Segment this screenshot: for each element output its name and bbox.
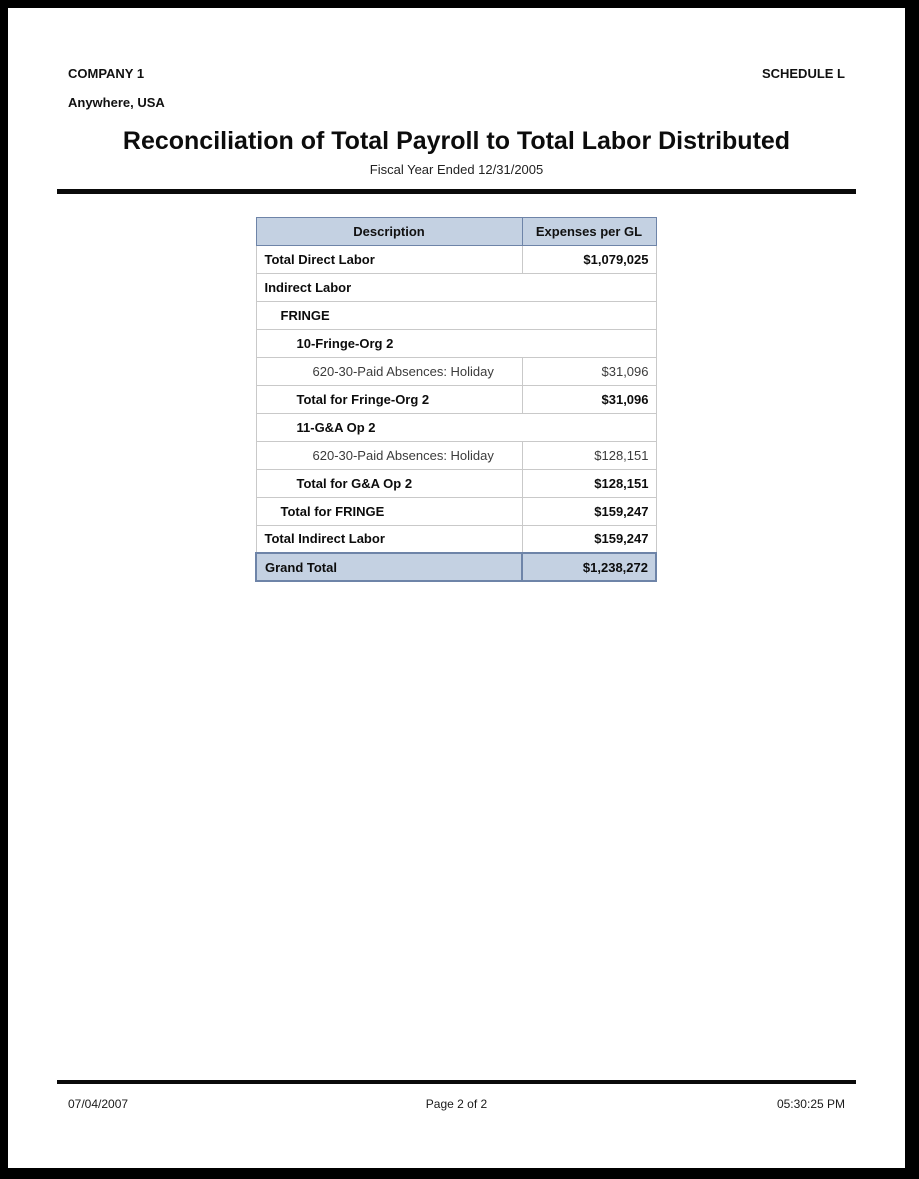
table-row	[256, 301, 656, 329]
description-cell: Total Direct Labor	[256, 245, 522, 273]
page-footer	[8, 1080, 905, 1168]
footer-time: 05:30:25 PM	[776, 1097, 845, 1111]
value-cell: $159,247	[522, 497, 656, 525]
table-row	[256, 553, 656, 581]
description-cell: Total Indirect Labor	[256, 525, 522, 553]
value-cell: $1,238,272	[522, 553, 656, 581]
value-cell: $159,247	[522, 525, 656, 553]
description-cell: Total for Fringe-Org 2	[256, 385, 522, 413]
report-title: Reconciliation of Total Payroll to Total Labor Distributed	[122, 127, 791, 155]
reconciliation-table	[255, 217, 657, 583]
value-cell: $128,151	[522, 469, 656, 497]
report-content	[8, 8, 905, 582]
description-cell: Total for G&A Op 2	[256, 469, 522, 497]
column-header-expenses: Expenses per GL	[522, 217, 656, 245]
description-cell: Total for FRINGE	[256, 497, 522, 525]
table-row	[256, 245, 656, 273]
schedule-label: SCHEDULE L	[761, 66, 845, 81]
table-row	[256, 497, 656, 525]
footer-page-indicator: Page 2 of 2	[425, 1097, 488, 1111]
footer-divider-rule	[57, 1080, 856, 1084]
description-cell: 10-Fringe-Org 2	[256, 329, 656, 357]
value-cell: $1,079,025	[522, 245, 656, 273]
table-header-row	[256, 217, 656, 245]
table-row	[256, 273, 656, 301]
value-cell: $31,096	[522, 385, 656, 413]
footer-date: 07/04/2007	[68, 1097, 129, 1111]
header-divider-rule	[57, 189, 856, 194]
table-row	[256, 441, 656, 469]
description-cell: Indirect Labor	[256, 273, 656, 301]
value-cell: $31,096	[522, 357, 656, 385]
company-location: Anywhere, USA	[68, 95, 165, 110]
report-page	[8, 8, 905, 1168]
description-cell: Grand Total	[256, 553, 522, 581]
value-cell: $128,151	[522, 441, 656, 469]
table-row	[256, 329, 656, 357]
table-row	[256, 413, 656, 441]
table-row	[256, 525, 656, 553]
table-row	[256, 357, 656, 385]
description-cell: FRINGE	[256, 301, 656, 329]
description-cell: 11-G&A Op 2	[256, 413, 656, 441]
footer-row	[68, 1097, 845, 1111]
report-table-body	[256, 245, 656, 581]
description-cell: 620-30-Paid Absences: Holiday	[256, 357, 522, 385]
description-cell: 620-30-Paid Absences: Holiday	[256, 441, 522, 469]
table-row	[256, 469, 656, 497]
column-header-description: Description	[256, 217, 522, 245]
company-name: COMPANY 1	[68, 66, 145, 81]
table-row	[256, 385, 656, 413]
report-subtitle: Fiscal Year Ended 12/31/2005	[369, 161, 544, 177]
report-header-line	[68, 66, 845, 81]
